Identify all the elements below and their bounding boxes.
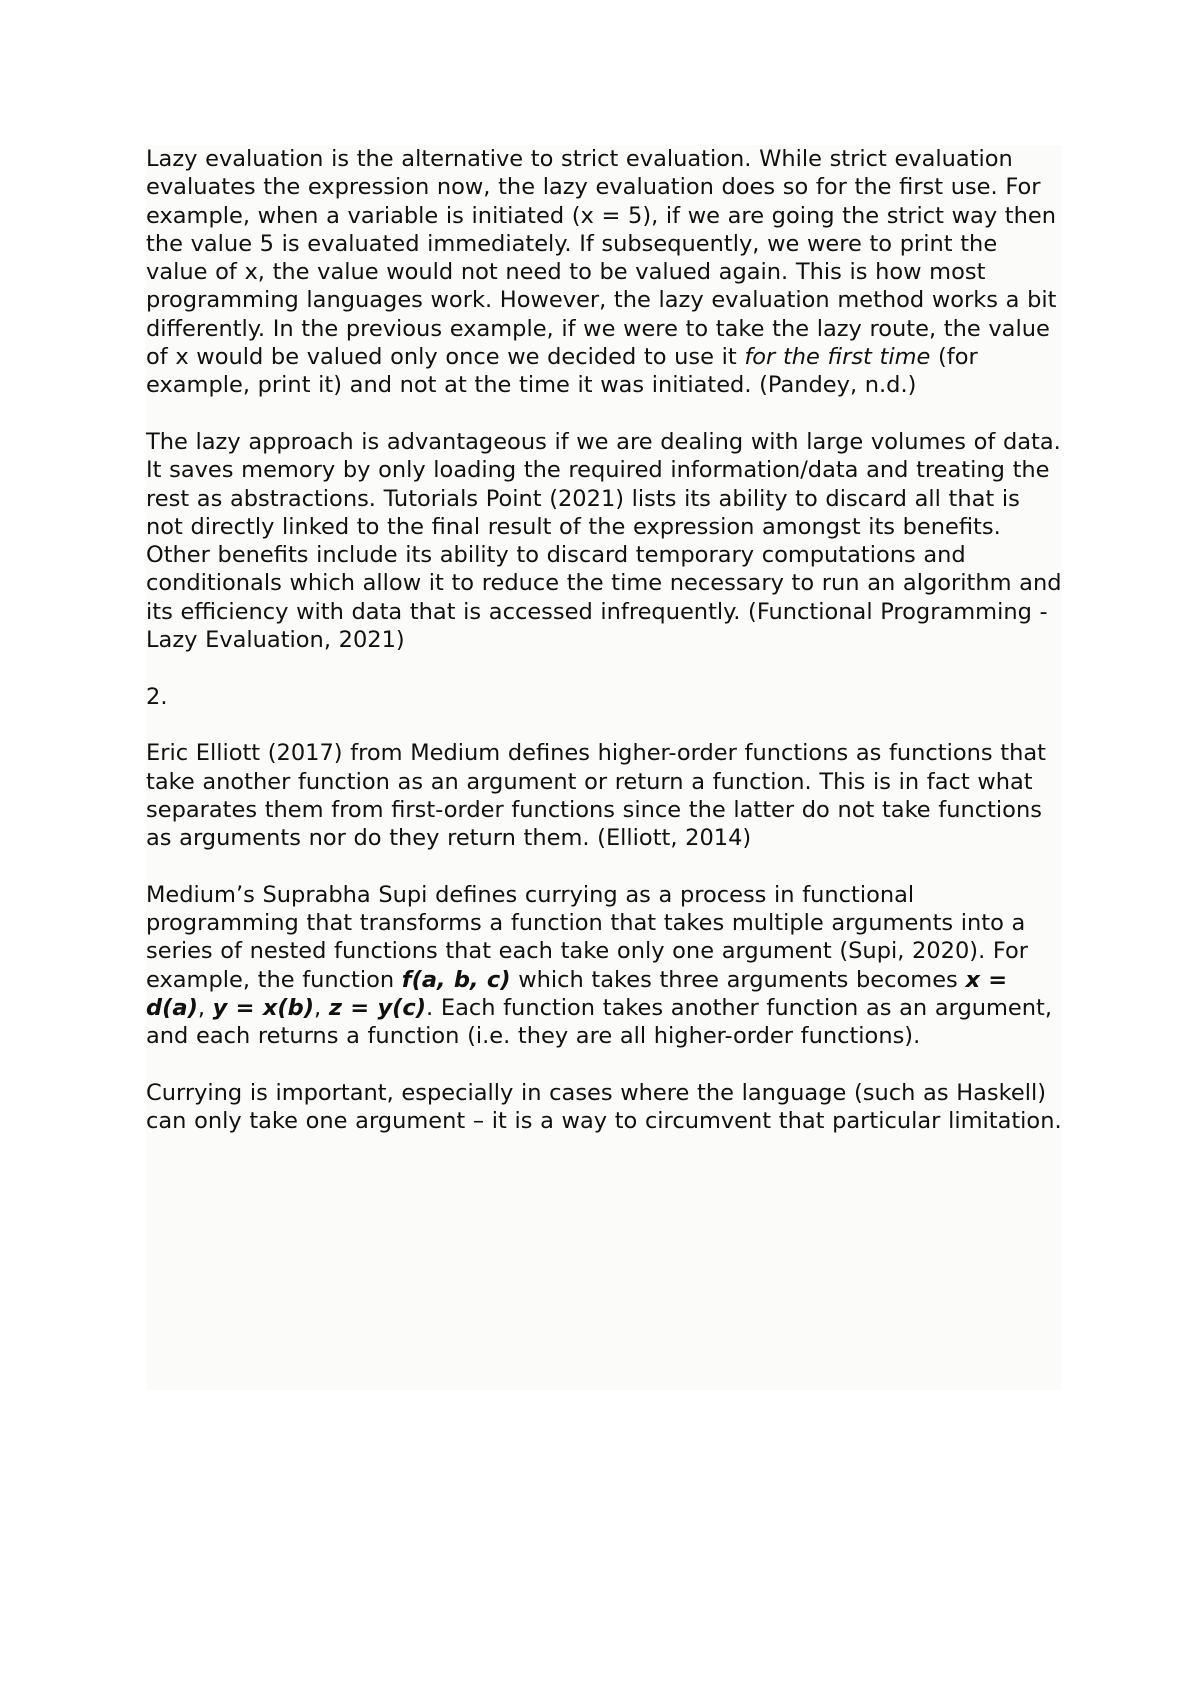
paragraph-higher-order-functions: Eric Elliott (2017) from Medium defines higher-order functions as functions that take another function as an argument or return a function. This is in fact what separates them from first-order functions since the latter do not take functions as arguments nor do they return them. (Elliott, 2014)	[146, 740, 1046, 852]
paragraph-text: (for example, print it) and not at the time it was initiated. (Pandey, n.d.)	[146, 344, 978, 399]
paragraph-lazy-advantages: The lazy approach is advantageous if we are dealing with large volumes of data. It saves memory by only loading the required information/data and treating the rest as abstractions. Tutorials Point (2021) lists its ability to discard all that is not directly linked to the final result of the expression amongst its benefits. Other benefits include its ability to discard temporary computations and conditionals which allow it to reduce the time necessary to run an algorithm and its efficiency with data that is accessed infrequently. (Functional Programming - Lazy Evaluation, 2021)	[146, 428, 1062, 654]
paragraph-text: which takes three arguments becomes	[510, 966, 966, 993]
paragraph-text: ,	[197, 994, 213, 1021]
paragraph-text: Medium’s Suprabha Supi defines currying as a process in functional programming that transforms a function that takes multiple arguments into a series of nested functions that each take only one argument (Supi, 2020). For example, the function	[146, 881, 1029, 993]
formula-text: x = d(a)	[146, 966, 1008, 1021]
paragraph-currying-definition	[146, 881, 1062, 1051]
emphasis-text: for the first time	[744, 344, 931, 371]
paragraph-lazy-evaluation	[146, 145, 1062, 400]
section-number: 2.	[146, 683, 168, 710]
formula-text: z = y(c)	[328, 994, 427, 1021]
document-body	[146, 145, 1062, 1390]
paragraph-currying-importance: Currying is important, especially in cases where the language (such as Haskell) can only take one argument – it is a way to circumvent that particular limitation.	[146, 1079, 1062, 1135]
paragraph-text: ,	[314, 994, 329, 1021]
paragraph-text: Lazy evaluation is the alternative to strict evaluation. While strict evaluation evaluates the expression now, the lazy evaluation does so for the first use. For example, when a variable is initiated (x = 5), if we are going the strict way then the value 5 is evaluated immediately. If subsequently, we were to print the value of x, the value would not need to be valued again. This is how most programming languages work. However, the lazy evaluation method works a bit differently. In the previous example, if we were to take the lazy route, the value of x would be valued only once we decided to use it	[146, 146, 1057, 371]
formula-text: f(a, b, c)	[401, 966, 511, 993]
paragraph-text: . Each function takes another function as an argument, and each returns a function (i.e. they are all higher-order functions).	[146, 994, 1053, 1050]
formula-text: y = x(b)	[212, 994, 315, 1021]
